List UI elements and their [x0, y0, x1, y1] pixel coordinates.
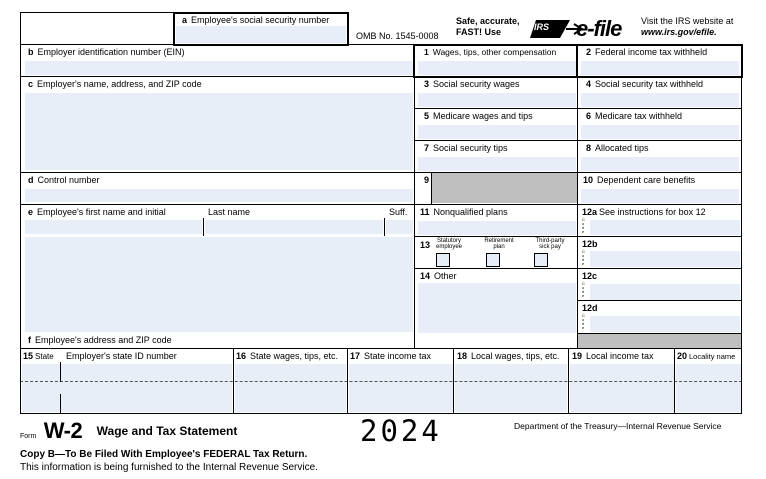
- irs-efile-logo: [530, 16, 634, 42]
- visit-irs-text: [641, 16, 733, 38]
- box-19-text: Local income tax: [586, 351, 654, 361]
- efile-text: e-file: [576, 16, 622, 41]
- box-12a-text: See instructions for box 12: [599, 207, 706, 217]
- box-5-field[interactable]: [418, 125, 576, 139]
- furnished-text: This information is being furnished to the Internal Revenue Service.: [20, 462, 318, 473]
- box-9-label: 9: [424, 175, 430, 185]
- box-b-field[interactable]: [25, 61, 413, 75]
- box-3-label: 3 Social security wages: [424, 79, 520, 89]
- box-17-field[interactable]: [349, 364, 453, 412]
- box-b-label: b Employer identification number (EIN): [28, 47, 185, 57]
- box-11-field[interactable]: [418, 221, 576, 235]
- box-17-label: 17 State income tax: [350, 351, 432, 361]
- box-a-label: a Employee's social security number: [182, 15, 330, 25]
- safe-accurate-text: [456, 16, 520, 38]
- box-12b-label: 12b: [582, 239, 598, 249]
- box-e-suff-label: Suff.: [389, 207, 408, 217]
- box-15-id-label: Employer's state ID number: [66, 351, 177, 361]
- box-2-text: Federal income tax withheld: [595, 47, 708, 57]
- box-1-field[interactable]: [418, 61, 576, 75]
- box-4-field[interactable]: [581, 93, 739, 107]
- box-15-field[interactable]: [22, 364, 232, 412]
- box-e-suff-field[interactable]: [386, 220, 413, 234]
- box-7-field[interactable]: [418, 157, 576, 171]
- box-d-label: d Control number: [28, 175, 100, 185]
- box-e-last-field[interactable]: [205, 220, 383, 234]
- box-8-label: 8 Allocated tips: [586, 143, 649, 153]
- box-12d-code-label: C o d e: [582, 313, 585, 330]
- box-12-shaded: [578, 334, 741, 348]
- box-18-field[interactable]: [455, 364, 567, 412]
- box-3-text: Social security wages: [433, 79, 520, 89]
- box-12c-code-label: C o d e: [582, 281, 585, 298]
- safe-line-1: Safe, accurate,: [456, 16, 520, 26]
- box-f-text: Employee's address and ZIP code: [35, 335, 172, 345]
- box-15-state-label: 15 State: [23, 351, 54, 361]
- box-7-text: Social security tips: [433, 143, 508, 153]
- box-11-label: 11 Nonqualified plans: [420, 207, 508, 217]
- retirement-plan-checkbox[interactable]: [486, 253, 500, 267]
- box-16-text: State wages, tips, etc.: [250, 351, 339, 361]
- box-b-text: Employer identification number (EIN): [37, 47, 185, 57]
- box-10-field[interactable]: [581, 189, 739, 203]
- box-15-state-text: State: [35, 352, 54, 361]
- omb-number: OMB No. 1545-0008: [356, 31, 439, 41]
- box-a-text: Employee's social security number: [191, 15, 330, 25]
- box-e-last-label: Last name: [208, 207, 251, 217]
- box-e-first-field[interactable]: [25, 220, 202, 234]
- box-12d-label: 12d: [582, 303, 598, 313]
- box-6-label: 6 Medicare tax withheld: [586, 111, 683, 121]
- box-1-label: 1 Wages, tips, other compensation: [424, 47, 557, 57]
- box-f-field[interactable]: [25, 237, 413, 332]
- box-2-label: 2 Federal income tax withheld: [586, 47, 708, 57]
- box-12b-code-label: C o d e: [582, 249, 585, 266]
- box-4-text: Social security tax withheld: [595, 79, 704, 89]
- box-c-field[interactable]: [25, 93, 413, 170]
- box-12a-field[interactable]: [590, 220, 740, 235]
- visit-line-2: www.irs.gov/efile.: [641, 27, 717, 37]
- box-13-retirement-label: Retirement plan: [484, 238, 514, 250]
- box-13-thirdparty-label: Third-party sick pay: [535, 238, 565, 250]
- box-8-field[interactable]: [581, 157, 739, 171]
- box-12c-label: 12c: [582, 271, 598, 281]
- form-name: W-2: [43, 418, 83, 443]
- form-word: Form: [20, 433, 37, 440]
- box-c-label: c Employer's name, address, and ZIP code: [28, 79, 202, 89]
- box-11-text: Nonqualified plans: [433, 207, 508, 217]
- third-party-sick-pay-checkbox[interactable]: [534, 253, 548, 267]
- box-7-label: 7 Social security tips: [424, 143, 508, 153]
- box-17-text: State income tax: [364, 351, 432, 361]
- box-6-text: Medicare tax withheld: [595, 111, 683, 121]
- box-12a-code-label: C o d e: [582, 217, 585, 234]
- box-d-field[interactable]: [25, 189, 413, 202]
- box-c-text: Employer's name, address, and ZIP code: [37, 79, 202, 89]
- box-12c-field[interactable]: [590, 284, 740, 300]
- box-14-field[interactable]: [418, 283, 576, 333]
- department-text: Department of the Treasury—Internal Revenue Service: [514, 421, 722, 431]
- box-18-text: Local wages, tips, etc.: [471, 351, 560, 361]
- box-5-label: 5 Medicare wages and tips: [424, 111, 533, 121]
- box-12a-label: 12a See instructions for box 12: [582, 207, 706, 217]
- box-14-text: Other: [434, 271, 457, 281]
- safe-line-2: FAST! Use: [456, 27, 502, 37]
- tax-year: 2024: [360, 414, 442, 448]
- box-16-field[interactable]: [235, 364, 346, 412]
- visit-line-1: Visit the IRS website at: [641, 16, 734, 26]
- box-20-label: 20 Locality name: [677, 351, 736, 361]
- statutory-employee-checkbox[interactable]: [436, 253, 450, 267]
- box-9-shaded: [432, 173, 578, 203]
- box-10-label: 10 Dependent care benefits: [583, 175, 696, 185]
- box-3-field[interactable]: [418, 93, 576, 107]
- box-16-label: 16 State wages, tips, etc.: [236, 351, 339, 361]
- form-title-block: [20, 418, 237, 444]
- form-title: Wage and Tax Statement: [96, 424, 238, 438]
- box-10-text: Dependent care benefits: [597, 175, 696, 185]
- box-d-text: Control number: [37, 175, 100, 185]
- box-5-text: Medicare wages and tips: [433, 111, 533, 121]
- box-a-field[interactable]: [176, 26, 346, 43]
- box-4-label: 4 Social security tax withheld: [586, 79, 704, 89]
- box-20-field[interactable]: [676, 364, 741, 412]
- box-12b-field[interactable]: [590, 251, 740, 267]
- box-14-label: 14 Other: [420, 271, 457, 281]
- box-20-text: Locality name: [689, 352, 736, 361]
- copy-b-text: Copy B—To Be Filed With Employee's FEDERAL Tax Return.: [20, 449, 308, 460]
- efile-irs-text: IRS: [534, 22, 550, 32]
- box-19-label: 19 Local income tax: [572, 351, 654, 361]
- box-12d-field[interactable]: [590, 316, 740, 332]
- box-1-text: Wages, tips, other compensation: [432, 47, 557, 57]
- box-f-label: f Employee's address and ZIP code: [28, 335, 172, 345]
- box-8-text: Allocated tips: [595, 143, 649, 153]
- box-18-label: 18 Local wages, tips, etc.: [457, 351, 560, 361]
- box-13-statutory-label: Statutory employee: [435, 238, 462, 250]
- box-e-label: e Employee's first name and initial: [28, 207, 166, 217]
- box-6-field[interactable]: [581, 125, 739, 139]
- box-13-label: 13: [420, 240, 431, 250]
- box-2-field[interactable]: [581, 61, 739, 75]
- box-e-first-text: Employee's first name and initial: [37, 207, 166, 217]
- box-19-field[interactable]: [570, 364, 674, 412]
